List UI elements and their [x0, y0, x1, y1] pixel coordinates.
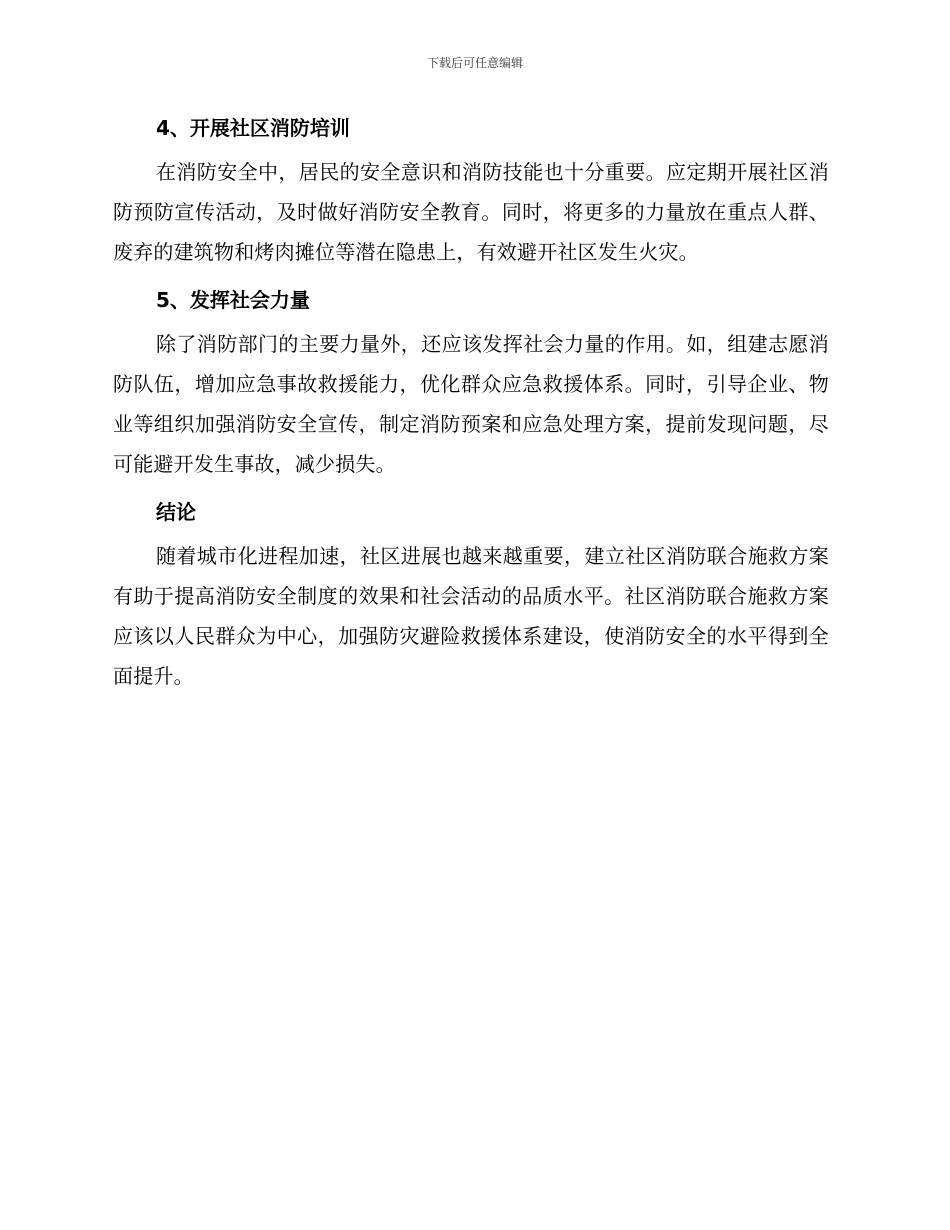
section-heading: 结论 [156, 500, 196, 524]
section-conclusion [113, 492, 829, 696]
section-paragraph: 随着城市化进程加速，社区进展也越来越重要，建立社区消防联合施救方案有助于提高消防安全制度的效果和社会活动的品质水平。社区消防联合施救方案应该以人民群众为中心，加强防灾避险救援体系建设，使消防安全的水平得到全面提升。 [113, 544, 829, 688]
section-heading: 4、开展社区消防培训 [156, 116, 350, 140]
document-body [113, 108, 829, 698]
section-heading: 5、发挥社会力量 [156, 288, 310, 312]
section-community-fire-training [113, 108, 829, 272]
page-header: 下载后可任意编辑 [426, 56, 523, 70]
section-paragraph: 除了消防部门的主要力量外，还应该发挥社会力量的作用。如，组建志愿消防队伍，增加应急事故救援能力，优化群众应急救援体系。同时，引导企业、物业等组织加强消防安全宣传，制定消防预案和应急处理方案，提前发现问题，尽可能避开发生事故，减少损失。 [113, 332, 829, 476]
section-social-forces [113, 280, 829, 484]
section-paragraph: 在消防安全中，居民的安全意识和消防技能也十分重要。应定期开展社区消防预防宣传活动，及时做好消防安全教育。同时，将更多的力量放在重点人群、废弃的建筑物和烤肉摊位等潜在隐患上，有效避开社区发生火灾。 [113, 160, 829, 264]
